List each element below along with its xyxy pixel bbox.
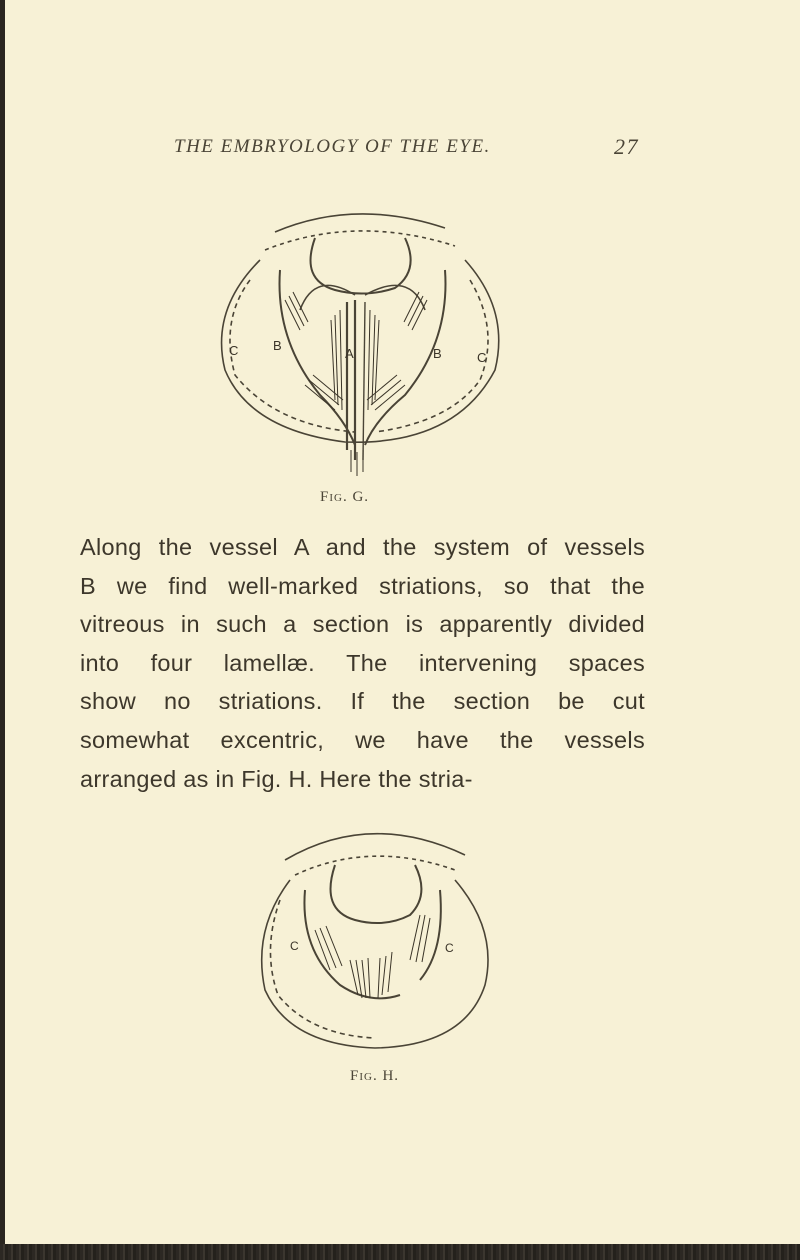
paragraph-line: into four lamellæ. The intervening spaces — [80, 649, 645, 676]
paragraph-line: show no striations. If the section be cut — [80, 688, 645, 715]
paragraph-line: somewhat excentric, we have the vessels — [80, 726, 645, 753]
figure-h-illustration — [250, 820, 495, 1060]
paragraph-line: vitreous in such a section is apparently divided — [80, 611, 645, 638]
paragraph-line: Along the vessel A and the system of vessels — [80, 534, 645, 560]
figure-h-caption: Fig. H. — [350, 1068, 400, 1084]
paragraph-line: arranged as in Fig. H. Here the stria- — [80, 765, 473, 792]
page-number: 27 — [614, 134, 639, 159]
figure-g-illustration — [205, 210, 515, 485]
figure-g-label-c-left: C — [229, 343, 239, 358]
figure-h-label-c-left: C — [290, 939, 299, 953]
figure-g-label-b-right: B — [433, 346, 442, 361]
figure-g-label-a: A — [345, 346, 354, 361]
figure-g-label-b-left: B — [273, 338, 282, 353]
body-paragraph — [80, 528, 645, 798]
figure-g-caption: Fig. G. — [320, 489, 370, 505]
paragraph-line: B we find well-marked striations, so that the — [80, 572, 645, 599]
page-binding-edge — [0, 0, 5, 1260]
running-title: THE EMBRYOLOGY OF THE EYE. — [174, 136, 491, 157]
page-bottom-edge — [0, 1244, 800, 1260]
figure-h-label-c-right: C — [445, 941, 454, 955]
figure-g-label-c-right: C — [477, 350, 487, 365]
